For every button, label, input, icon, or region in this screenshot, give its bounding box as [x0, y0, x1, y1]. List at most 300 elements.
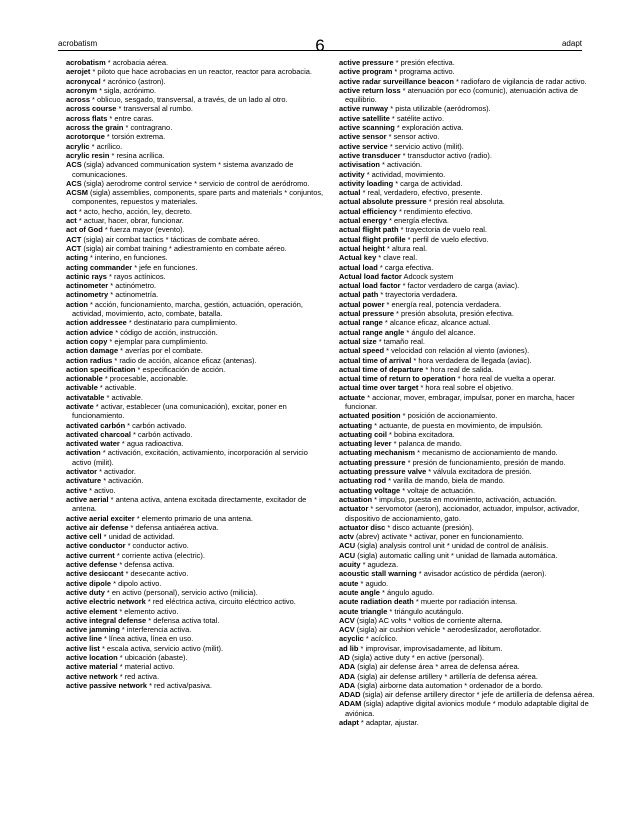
dictionary-entry — [339, 616, 601, 625]
entry-term: actuating mechanism — [339, 448, 416, 458]
entry-term: actual time of arrival — [339, 355, 412, 365]
entry-definition: * alcance eficaz, alcance actual. — [382, 318, 491, 328]
entry-definition: (sigla) air combat tactics * tácticas de combate aéreo. — [81, 234, 260, 244]
dictionary-entry — [66, 104, 328, 113]
entry-term: action addressee — [66, 318, 127, 328]
dictionary-entry — [66, 253, 328, 262]
dictionary-entry — [339, 458, 601, 467]
dictionary-entry — [66, 467, 328, 476]
dictionary-entry — [66, 607, 328, 616]
entry-term: ADA — [339, 680, 356, 690]
entry-definition: * carbón activado. — [130, 429, 193, 439]
entry-term: acting — [66, 253, 88, 263]
entry-definition: (sigla) analysis control unit * unidad de control de análisis. — [355, 541, 549, 551]
entry-term: activisation — [339, 160, 380, 170]
entry-term: acronycal — [66, 76, 101, 86]
entry-term: active return loss — [339, 85, 401, 95]
entry-term: acting commander — [66, 262, 133, 272]
entry-definition: * palanca de mando. — [391, 439, 462, 449]
dictionary-entry — [339, 188, 601, 197]
entry-term: ACU — [339, 550, 356, 560]
entry-definition: * presión absoluta, presión efectiva. — [393, 309, 514, 319]
entry-definition: * contragrano. — [123, 123, 173, 133]
entry-definition: * activación. — [101, 476, 144, 486]
entry-term: across the grain — [66, 123, 124, 133]
dictionary-entry — [66, 77, 328, 86]
dictionary-entry — [339, 588, 601, 597]
dictionary-entry — [66, 514, 328, 523]
entry-definition: (sigla) air combat training * adiestramiento en combate aéreo. — [81, 243, 287, 253]
entry-definition: * dipolo activo. — [111, 578, 162, 588]
entry-term: acrobatism — [66, 58, 106, 67]
entry-definition: * jefe en funciones. — [132, 262, 198, 272]
entry-definition: (sigla) aerodrome control service * servicio de control de aeródromo. — [81, 178, 310, 188]
entry-definition: (sigla) assemblies, components, spare parts and materials * conjuntos, componentes, repuestos y materiales. — [72, 188, 324, 207]
entry-term: actual load — [339, 262, 378, 272]
dictionary-entry — [66, 681, 328, 690]
dictionary-entry — [339, 681, 601, 690]
entry-definition: * elemento activo. — [117, 606, 179, 616]
entry-term: actuating rod — [339, 476, 387, 486]
entry-definition: * activo. — [87, 485, 116, 495]
dictionary-entry — [66, 95, 328, 104]
entry-definition: * activación, excitación, activamiento, incorporación al servicio activo (milit). — [72, 448, 308, 467]
entry-term: actual flight profile — [339, 234, 406, 244]
entry-term: acrotorque — [66, 132, 105, 142]
dictionary-entry — [339, 430, 601, 439]
entry-term: acyclic — [339, 634, 364, 644]
entry-term: actuating coil — [339, 429, 387, 439]
dictionary-entry — [66, 216, 328, 225]
entry-definition: * transversal al rumbo. — [116, 104, 193, 114]
dictionary-entry — [339, 476, 601, 485]
dictionary-entry — [339, 597, 601, 606]
entry-definition: * activación. — [379, 160, 423, 170]
dictionary-entry — [66, 402, 328, 421]
dictionary-entry — [339, 263, 601, 272]
entry-term: active desiccant — [66, 569, 124, 579]
entry-term: acronym — [66, 85, 98, 95]
dictionary-entry — [66, 328, 328, 337]
entry-term: Actual load factor — [339, 271, 402, 281]
dictionary-entry — [339, 160, 601, 169]
entry-definition: * red activa/pasiva. — [147, 680, 212, 690]
dictionary-entry — [66, 421, 328, 430]
dictionary-entry — [66, 430, 328, 439]
entry-term: acrylic resin — [66, 150, 110, 160]
entry-term: activity — [339, 169, 365, 179]
entry-definition: * actuante, de puesta en movimiento, de impulsión. — [372, 420, 543, 430]
entry-term: ACS — [66, 178, 82, 188]
dictionary-entry — [339, 356, 601, 365]
dictionary-entry — [66, 532, 328, 541]
entry-term: actionable — [66, 374, 103, 384]
entry-definition: * código de acción, instrucción. — [113, 327, 218, 337]
entry-definition: * pista utilizable (aeródromos). — [388, 104, 491, 114]
dictionary-entry — [66, 560, 328, 569]
entry-definition: * hora real sobre el objetivo. — [418, 383, 514, 393]
entry-term: acute radiation death — [339, 597, 414, 607]
entry-definition: * accionar, mover, embragar, impulsar, poner en marcha, hacer funcionar. — [345, 392, 575, 411]
entry-definition: * defensa activa total. — [146, 615, 220, 625]
entry-definition: * varilla de mando, biela de mando. — [386, 476, 505, 486]
entry-definition: * destinatario para cumplimiento. — [126, 318, 238, 328]
entry-term: actual load factor — [339, 281, 401, 291]
entry-definition: * escala activa, servicio activo (milit). — [99, 643, 224, 653]
dictionary-entry — [339, 123, 601, 132]
entry-term: ACS — [66, 160, 82, 170]
entry-term: active material — [66, 662, 118, 672]
entry-term: acute — [339, 578, 359, 588]
dictionary-entry — [66, 672, 328, 681]
dictionary-entry — [339, 439, 601, 448]
entry-term: actinometer — [66, 281, 109, 291]
entry-term: actuation — [339, 494, 373, 504]
dictionary-entry — [66, 653, 328, 662]
dictionary-entry — [66, 662, 328, 671]
entry-term: across — [66, 95, 90, 105]
entry-term: actual flight path — [339, 225, 399, 235]
entry-term: active conductor — [66, 541, 126, 551]
entry-definition: * triángulo acutángulo. — [387, 606, 464, 616]
entry-term: actuating pressure valve — [339, 467, 427, 477]
entry-term: actual pressure — [339, 309, 394, 319]
entry-term: ADAM — [339, 699, 362, 709]
dictionary-entry — [66, 281, 328, 290]
entry-term: ADAD — [339, 690, 361, 700]
dictionary-entry — [66, 551, 328, 560]
dictionary-entry — [66, 244, 328, 253]
entry-term: active scanning — [339, 123, 395, 133]
entry-term: active defense — [66, 560, 118, 570]
entry-term: actuate — [339, 392, 366, 402]
entry-definition: * trayectoria de vuelo real. — [398, 225, 487, 235]
entry-definition: * defensa antiaérea activa. — [128, 522, 219, 532]
entry-term: actual size — [339, 336, 377, 346]
entry-term: active current — [66, 550, 115, 560]
dictionary-entry — [339, 104, 601, 113]
entry-definition: * actuar, hacer, obrar, funcionar. — [76, 216, 184, 226]
dictionary-entry — [339, 607, 601, 616]
entry-definition: * presión de funcionamiento, presión de mando. — [405, 457, 566, 467]
entry-definition: * impulso, puesta en movimiento, activación, actuación. — [372, 494, 557, 504]
entry-definition: (sigla) adaptive digital avionics module * modulo adaptable digital de aviónica. — [345, 699, 589, 718]
entry-definition: * real, verdadero, efectivo, presente. — [360, 188, 483, 198]
entry-term: ADA — [339, 662, 356, 672]
entry-definition: * activador. — [97, 467, 136, 477]
dictionary-entry — [66, 495, 328, 514]
entry-definition: * torsión extrema. — [104, 132, 166, 142]
dictionary-entry — [339, 541, 601, 550]
dictionary-entry — [339, 411, 601, 420]
entry-definition: * antena activa, antena excitada directamente, excitador de antena. — [72, 494, 307, 514]
entry-term: actv — [339, 532, 354, 542]
entry-definition: * programa activo. — [392, 67, 455, 77]
dictionary-entry — [339, 690, 601, 699]
entry-term: ad lib — [339, 643, 359, 653]
dictionary-entry — [339, 309, 601, 318]
entry-term: active — [66, 485, 88, 495]
dictionary-entry — [339, 560, 601, 569]
entry-term: active aerial exciter — [66, 513, 135, 523]
entry-term: active aerial — [66, 494, 109, 504]
dictionary-entry — [339, 495, 601, 504]
dictionary-entry — [339, 718, 601, 727]
dictionary-entry — [66, 448, 328, 467]
entry-term: act — [66, 216, 77, 226]
dictionary-entry — [339, 699, 601, 718]
entry-term: actuating voltage — [339, 485, 401, 495]
dictionary-entry — [66, 114, 328, 123]
dictionary-entry — [66, 439, 328, 448]
entry-definition: * actinometría. — [108, 290, 159, 300]
entry-definition: * disco actuante (presión). — [385, 522, 474, 532]
entry-definition: * acíclico. — [363, 634, 398, 644]
entry-term: actuator disc — [339, 522, 386, 532]
dictionary-entry — [339, 467, 601, 476]
entry-definition: * ángulo del alcance. — [404, 327, 476, 337]
dictionary-entry — [66, 142, 328, 151]
entry-term: activity loading — [339, 178, 394, 188]
entry-definition: * línea activa, línea en uso. — [101, 634, 194, 644]
entry-term: actuating lever — [339, 439, 392, 449]
entry-term: across flats — [66, 113, 108, 123]
dictionary-entry — [339, 504, 601, 523]
entry-definition: * exploración activa. — [394, 123, 464, 133]
entry-term: action copy — [66, 336, 108, 346]
entry-definition: * rendimiento efectivo. — [396, 206, 473, 216]
entry-definition: * perfil de vuelo efectivo. — [405, 234, 489, 244]
dictionary-entry — [339, 67, 601, 76]
entry-definition: * interino, en funciones. — [87, 253, 168, 263]
entry-definition: * especificación de acción. — [135, 364, 226, 374]
left-column — [66, 58, 328, 690]
dictionary-entry — [339, 272, 601, 281]
dictionary-entry — [339, 207, 601, 216]
entry-definition: * material activo. — [117, 662, 175, 672]
entry-definition: * voltaje de actuación. — [400, 485, 476, 495]
dictionary-entry — [339, 625, 601, 634]
entry-term: active radar surveillance beacon — [339, 76, 454, 86]
entry-term: activate — [66, 401, 94, 411]
dictionary-entry — [339, 216, 601, 225]
page-header — [58, 36, 582, 58]
entry-term: actual path — [339, 290, 379, 300]
dictionary-entry — [339, 486, 601, 495]
entry-definition: * hora real de vuelta a operar. — [455, 374, 556, 384]
dictionary-entry — [339, 644, 601, 653]
entry-term: act of God — [66, 225, 103, 235]
entry-term: actual energy — [339, 216, 387, 226]
entry-term: ACT — [66, 234, 82, 244]
dictionary-entry — [66, 365, 328, 374]
entry-term: act — [66, 206, 77, 216]
entry-definition: * defensa activa. — [117, 560, 175, 570]
entry-term: ACSM — [66, 188, 88, 198]
entry-definition: * transductor activo (radio). — [400, 150, 492, 160]
entry-definition: * en activo (personal), servicio activo (milicia). — [104, 587, 258, 597]
entry-definition: * radiofaro de vigilancia de radar activo. — [453, 76, 587, 86]
entry-term: actual speed — [339, 346, 385, 356]
dictionary-entry — [339, 662, 601, 671]
dictionary-entry — [339, 253, 601, 262]
entry-definition: (sigla) air defense artillery * artillería de defensa aérea. — [355, 671, 538, 681]
entry-definition: * sensor activo. — [386, 132, 440, 142]
entry-term: action radius — [66, 355, 113, 365]
entry-term: actuator — [339, 504, 369, 514]
dictionary-entry — [66, 123, 328, 132]
entry-definition: * clave real. — [376, 253, 418, 263]
dictionary-entry — [66, 625, 328, 634]
entry-definition: * mecanismo de accionamiento de mando. — [415, 448, 558, 458]
entry-term: actuating pressure — [339, 457, 406, 467]
dictionary-entry — [339, 365, 601, 374]
entry-definition: * red eléctrica activa, circuito eléctrico activo. — [145, 597, 296, 607]
entry-term: action damage — [66, 346, 119, 356]
entry-term: activated water — [66, 439, 120, 449]
entry-definition: * ejemplar para cumplimiento. — [107, 336, 208, 346]
entry-term: activature — [66, 476, 102, 486]
entry-term: actinic rays — [66, 271, 107, 281]
dictionary-entry — [339, 337, 601, 346]
entry-definition: * desecante activo. — [123, 569, 189, 579]
entry-definition: * improvisar, improvisadamente, ad libitum. — [358, 643, 503, 653]
entry-definition: (sigla) air defense área * arrea de defensa aérea. — [355, 662, 520, 672]
entry-term: active service — [339, 141, 388, 151]
entry-definition: * acrónico (astron). — [100, 76, 166, 86]
entry-definition: * actividad, movimiento. — [364, 169, 446, 179]
entry-definition: * activar, establecer (una comunicación), excitar, poner en funcionamiento. — [72, 401, 287, 421]
entry-definition: * rayos actínicos. — [106, 271, 166, 281]
entry-definition: * activable. — [97, 383, 137, 393]
entry-definition: (abrev) activate * activar, poner en funcionamiento. — [353, 532, 524, 542]
entry-definition: * ángulo agudo. — [379, 587, 435, 597]
entry-definition: * muerte por radiación intensa. — [413, 597, 518, 607]
entry-definition: * acrobacia aérea. — [105, 58, 169, 67]
entry-definition: * sigla, acrónimo. — [97, 85, 157, 95]
entry-term: active transducer — [339, 150, 401, 160]
dictionary-entry — [339, 346, 601, 355]
dictionary-entry — [339, 634, 601, 643]
dictionary-entry — [339, 569, 601, 578]
dictionary-entry — [339, 421, 601, 430]
entry-term: active electric network — [66, 597, 146, 607]
dictionary-entry — [339, 170, 601, 179]
dictionary-entry — [66, 132, 328, 141]
entry-definition: * energía efectiva. — [386, 216, 449, 226]
entry-term: actual power — [339, 299, 385, 309]
dictionary-entry — [66, 225, 328, 234]
dictionary-entry — [66, 179, 328, 188]
dictionary-entry — [339, 244, 601, 253]
dictionary-entry — [66, 523, 328, 532]
entry-term: active location — [66, 653, 118, 662]
entry-definition: * resina acrílica. — [109, 150, 165, 160]
entry-definition: (sigla) air defense artillery director * jefe de artillería de defensa aérea. — [360, 690, 595, 700]
entry-term: action — [66, 299, 88, 309]
entry-term: active jamming — [66, 625, 120, 635]
entry-definition: * activable. — [104, 392, 143, 402]
entry-term: active integral defense — [66, 615, 147, 625]
entry-term: activatable — [66, 392, 105, 402]
dictionary-entry — [339, 151, 601, 160]
entry-term: active satellite — [339, 113, 390, 123]
dictionary-entry — [339, 328, 601, 337]
dictionary-entry — [339, 383, 601, 392]
entry-term: across course — [66, 104, 117, 114]
dictionary-entry — [339, 281, 601, 290]
dictionary-entry — [66, 290, 328, 299]
entry-term: active duty — [66, 587, 105, 597]
dictionary-entry — [339, 448, 601, 457]
dictionary-entry — [339, 142, 601, 151]
dictionary-entry — [66, 318, 328, 327]
dictionary-entry — [66, 597, 328, 606]
entry-term: actuating — [339, 420, 373, 430]
page-number: 6 — [315, 36, 325, 55]
dictionary-entry — [66, 86, 328, 95]
header-first-word: acrobatism — [58, 39, 98, 48]
entry-definition: * interferencia activa. — [119, 625, 192, 635]
entry-term: active runway — [339, 104, 389, 114]
entry-term: active program — [339, 67, 393, 77]
dictionary-entry — [66, 346, 328, 355]
dictionary-entry — [66, 67, 328, 76]
entry-definition: * posición de accionamiento. — [400, 411, 498, 421]
entry-definition: * presión efectiva. — [393, 58, 455, 67]
entry-term: actual absolute pressure — [339, 197, 427, 207]
entry-definition: * oblicuo, sesgado, transversal, a través, de un lado al otro. — [89, 95, 288, 105]
entry-term: acoustic stall warning — [339, 569, 417, 579]
entry-term: activation — [66, 448, 101, 458]
entry-definition: * atenuación por eco (comunic), atenuación activa de equilibrio. — [345, 85, 578, 105]
entry-term: action specification — [66, 364, 136, 374]
entry-definition: * acrílico. — [89, 141, 123, 151]
header-rule — [58, 50, 582, 51]
entry-term: active line — [66, 634, 102, 644]
dictionary-entry — [66, 300, 328, 319]
entry-term: ACU — [339, 541, 356, 551]
dictionary-entry — [339, 58, 601, 67]
dictionary-entry — [66, 616, 328, 625]
entry-term: acute angle — [339, 587, 380, 597]
entry-definition: (sigla) automatic calling unit * unidad de llamada automática. — [355, 550, 558, 560]
dictionary-entry — [339, 374, 601, 383]
dictionary-entry — [339, 300, 601, 309]
entry-term: adapt — [339, 718, 359, 728]
dictionary-entry — [66, 58, 328, 67]
entry-definition: (sigla) active duty * en active (personal). — [349, 653, 485, 662]
entry-definition: * radio de acción, alcance eficaz (antenas). — [112, 355, 257, 365]
dictionary-entry — [66, 151, 328, 160]
header-last-word: adapt — [561, 39, 582, 48]
dictionary-entry — [339, 132, 601, 141]
dictionary-entry — [66, 263, 328, 272]
entry-definition: * agudo. — [358, 578, 389, 588]
entry-definition: Adcock system — [401, 271, 454, 281]
entry-definition: * energía real, potencia verdadera. — [384, 299, 502, 309]
entry-definition: * agua radioactiva. — [119, 439, 184, 449]
entry-definition: * procesable, accionable. — [102, 374, 188, 384]
entry-definition: * adaptar, ajustar. — [358, 718, 419, 728]
entry-term: action advice — [66, 327, 114, 337]
dictionary-entry — [66, 188, 328, 207]
dictionary-entry — [339, 551, 601, 560]
entry-definition: * entre caras. — [107, 113, 154, 123]
entry-definition: * corriente activa (electric). — [114, 550, 205, 560]
dictionary-entry — [66, 383, 328, 392]
entry-term: active list — [66, 643, 100, 653]
